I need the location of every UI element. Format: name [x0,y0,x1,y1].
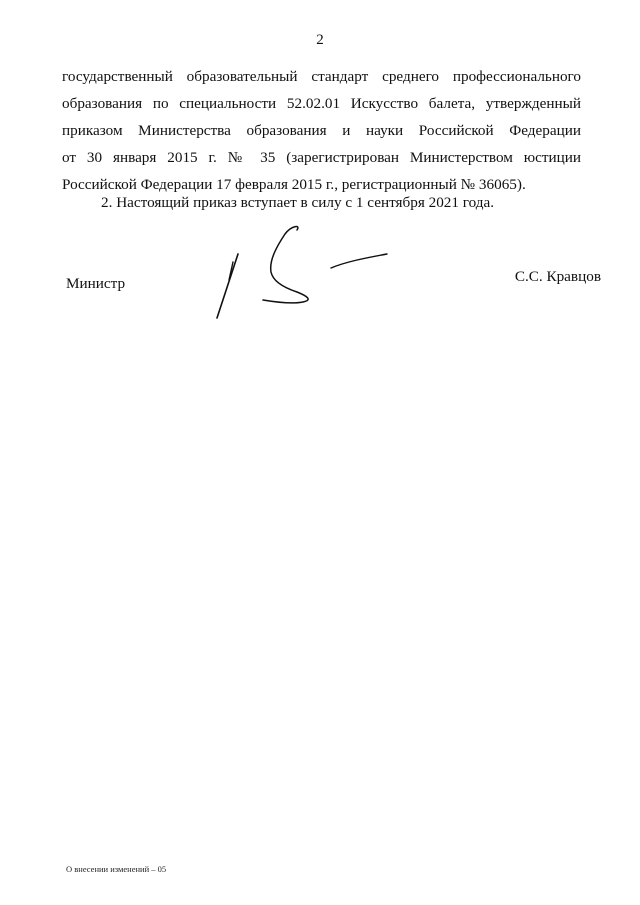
paragraph-1-line: образования по специальности 52.02.01 Искусство балета, утвержденный [62,95,581,112]
signatory-name: С.С. Кравцов [514,268,601,285]
handwritten-signature [205,222,395,322]
footer-note: О внесении изменений – 05 [66,864,167,874]
paragraph-2: 2. Настоящий приказ вступает в силу с 1 сентября 2021 года. [101,194,495,211]
paragraph-1 [62,63,581,198]
paragraph-1-line: приказом Министерства образования и науки Российской Федерации [62,122,581,139]
paragraph-1-line: от 30 января 2015 г. № 35 (зарегистрирован Министерством юстиции [62,149,581,166]
paragraph-1-line: государственный образовательный стандарт среднего профессионального [62,68,581,85]
paragraph-1-line: Российской Федерации 17 февраля 2015 г., регистрационный № 36065). [62,176,526,193]
signatory-title: Министр [66,275,126,292]
page-number: 2 [316,32,324,48]
